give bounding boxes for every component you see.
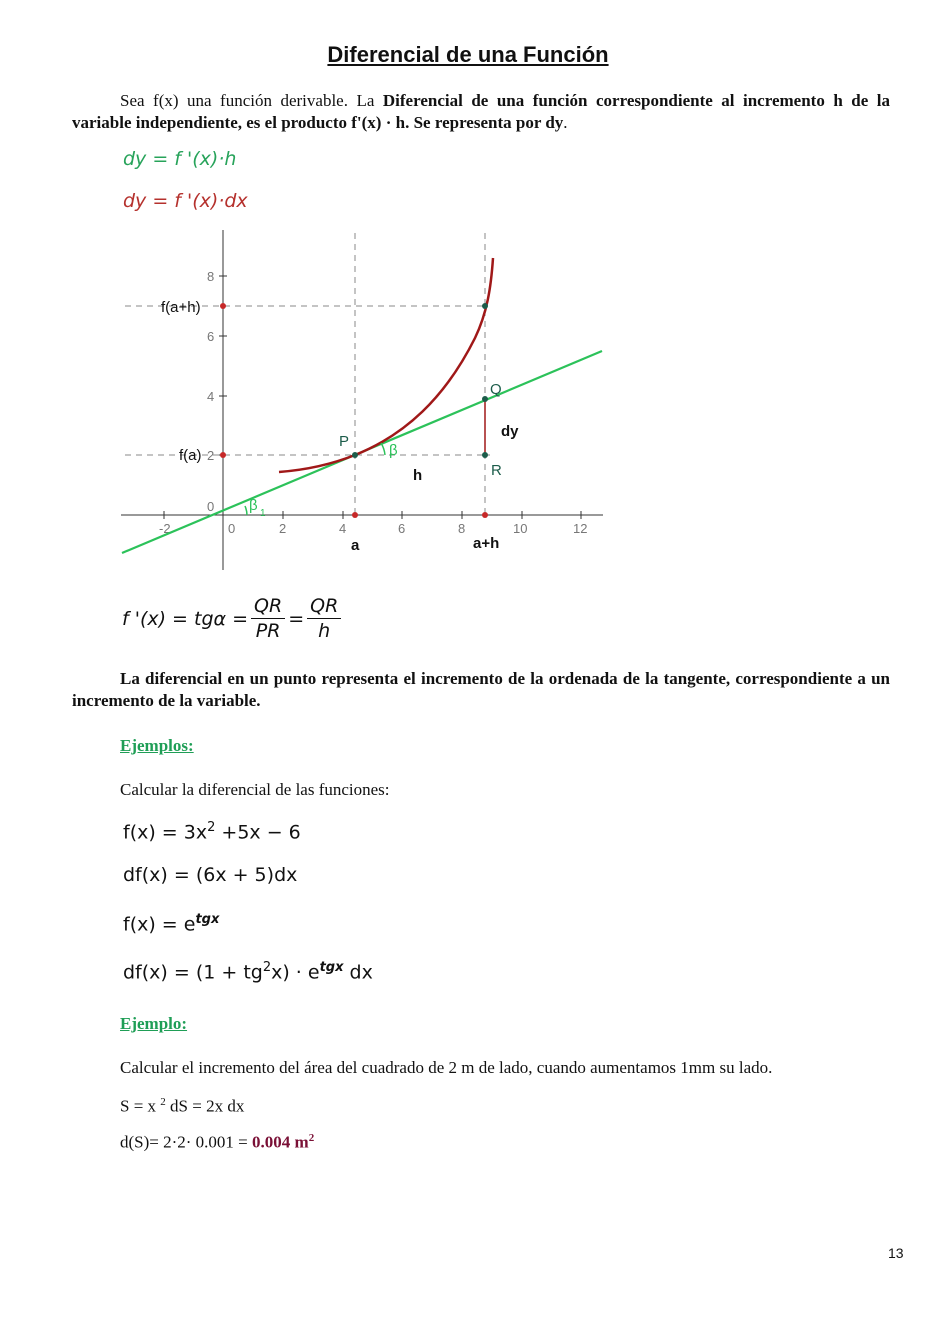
label-beta1: β [249, 497, 258, 514]
point-fah [220, 303, 226, 309]
formula-dy-h: dy = f '(x)·h [123, 148, 237, 170]
fraction-numerator: QR [307, 594, 341, 619]
function-curve [279, 258, 493, 472]
result-line [120, 1132, 314, 1153]
result-exp: 2 [308, 1132, 315, 1144]
angle-arc-beta [381, 443, 385, 455]
point-q [482, 396, 488, 402]
label-h: h [413, 467, 423, 484]
point-p [352, 452, 358, 458]
derivative-formula [122, 594, 344, 643]
label-ah: a+h [473, 535, 500, 552]
ex1-exp: 2 [207, 820, 216, 835]
ex2d-exp2: tgx [319, 960, 344, 975]
x-tick-label: 6 [398, 521, 406, 536]
label-dy: dy [501, 423, 519, 440]
meaning-paragraph [72, 668, 890, 712]
intro-paragraph [72, 90, 890, 134]
x-tick-label: 8 [458, 521, 466, 536]
area-formula [120, 1096, 244, 1117]
point-r [482, 452, 488, 458]
point-fa [220, 452, 226, 458]
label-r: R [491, 462, 502, 479]
intro-text: Sea f(x) una función derivable. La [120, 91, 383, 110]
examples-intro: Calcular la diferencial de las funciones: [120, 780, 390, 799]
fraction-qr-h [307, 594, 341, 643]
example1-differential: df(x) = (6x + 5)dx [123, 864, 298, 886]
y-tick-label: 2 [207, 448, 215, 463]
label-fa: f(a) [179, 447, 202, 464]
fraction-denominator: h [318, 620, 331, 642]
label-a: a [351, 537, 360, 554]
y-tick-label: 4 [207, 389, 215, 404]
area-ds: dS = 2x dx [165, 1096, 245, 1116]
x-tick-label: 4 [339, 521, 347, 536]
ex2d-lhs: df(x) = (1 + tg [123, 961, 263, 984]
label-q: Q [490, 381, 502, 398]
derivative-lhs: f '(x) = tgα = [122, 607, 249, 630]
formula-dy-dx: dy = f '(x)·dx [123, 190, 248, 212]
ex1-rhs: +5x − 6 [215, 821, 301, 844]
ex2d-rhs: dx [343, 961, 373, 984]
angle-arc-beta1 [245, 506, 247, 515]
x-tick-label: 10 [513, 521, 528, 536]
area-exp: 2 [160, 1096, 166, 1108]
page-number: 13 [888, 1245, 904, 1261]
y-tick-label: 6 [207, 329, 215, 344]
differential-graph [115, 228, 610, 574]
intro-end: . [563, 113, 568, 132]
example1-function [123, 820, 301, 843]
examples-heading: Ejemplos: [120, 736, 194, 755]
fraction-qr-pr [251, 594, 285, 643]
y-tick-label: 0 [207, 499, 215, 514]
x-tick-label: 0 [228, 521, 236, 536]
label-fah: f(a+h) [161, 299, 201, 316]
fraction-numerator: QR [251, 594, 285, 619]
x-tick-label: 2 [279, 521, 287, 536]
intro-definition: Diferencial de una función correspondiente al incremento h de la variable independiente, es el producto f'(x) · h. Se representa por dy [72, 91, 890, 132]
label-beta: β [389, 442, 398, 459]
ex1-lhs: f(x) = 3x [123, 821, 208, 844]
example2-function [123, 912, 219, 935]
point-curve-top [482, 303, 488, 309]
page-title: Diferencial de una Función [327, 42, 609, 67]
example-statement: Calcular el incremento del área del cuadrado de 2 m de lado, cuando aumentamos 1mm su lado. [120, 1058, 773, 1077]
ex2d-mid: x) · e [271, 961, 320, 984]
point-ah [482, 512, 488, 518]
area-s: S = x [120, 1096, 161, 1116]
x-tick-label: 12 [573, 521, 588, 536]
ex2d-exp1: 2 [262, 960, 272, 975]
result-calc: d(S)= 2·2· 0.001 = [120, 1132, 253, 1152]
meaning-text: La diferencial en un punto representa el incremento de la ordenada de la tangente, correspondiente a un incremento de la variable. [72, 669, 890, 710]
derivative-eq: = [288, 607, 305, 630]
label-beta1-sub: 1 [260, 508, 266, 519]
x-tick-label: -2 [159, 521, 171, 536]
example2-differential [123, 960, 373, 983]
example-heading: Ejemplo: [120, 1014, 188, 1033]
result-value: 0.004 m [252, 1132, 309, 1152]
fraction-denominator: PR [255, 620, 281, 642]
label-p: P [339, 433, 350, 450]
point-a [352, 512, 358, 518]
ex2-exp: tgx [195, 912, 220, 927]
y-tick-label: 8 [207, 269, 215, 284]
ex2-lhs: f(x) = e [123, 913, 196, 936]
